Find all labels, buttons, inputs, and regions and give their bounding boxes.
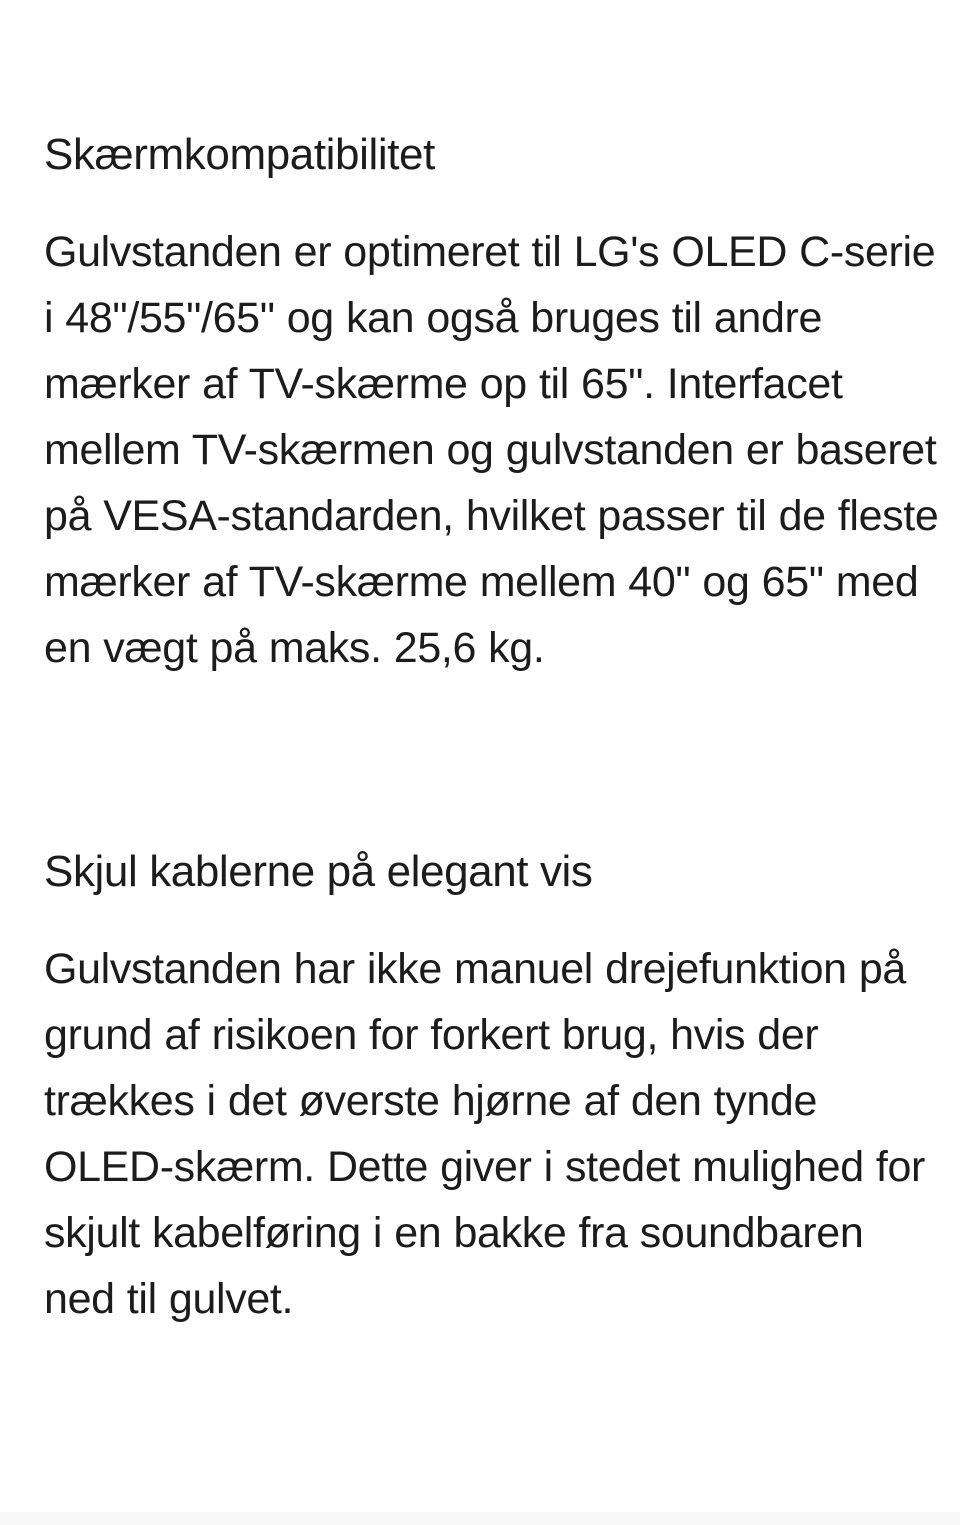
section-paragraph-screen-compatibility: Gulvstanden er optimeret til LG's OLED C-serie i 48"/55"/65" og kan også bruges til andre mærker af TV-skærme op til 65". Interfacet mellem TV-skærmen og gulvstanden er baseret på VESA-standarden, hvilket passer til de fleste mærker af TV-skærme mellem 40" og 65" med en vægt på maks. 25,6 kg. — [44, 228, 939, 672]
section-spacer — [44, 681, 942, 844]
section-heading-cable-management: Skjul kablerne på elegant vis — [44, 847, 593, 896]
description-content — [44, 0, 942, 1332]
bottom-edge-band — [0, 1512, 960, 1525]
section-skjul-kablerne — [44, 844, 942, 1332]
section-paragraph-cable-management: Gulvstanden har ikke manuel drejefunktion på grund af risikoen for forkert brug, hvis der trækkes i det øverste hjørne af den tynde OLED-skærm. Dette giver i stedet mulighed for skjult kabelføring i en bakke fra soundbaren ned til gulvet. — [44, 945, 926, 1323]
section-skaermkompatibilitet — [44, 127, 942, 681]
section-heading-screen-compatibility: Skærmkompatibilitet — [44, 130, 435, 179]
